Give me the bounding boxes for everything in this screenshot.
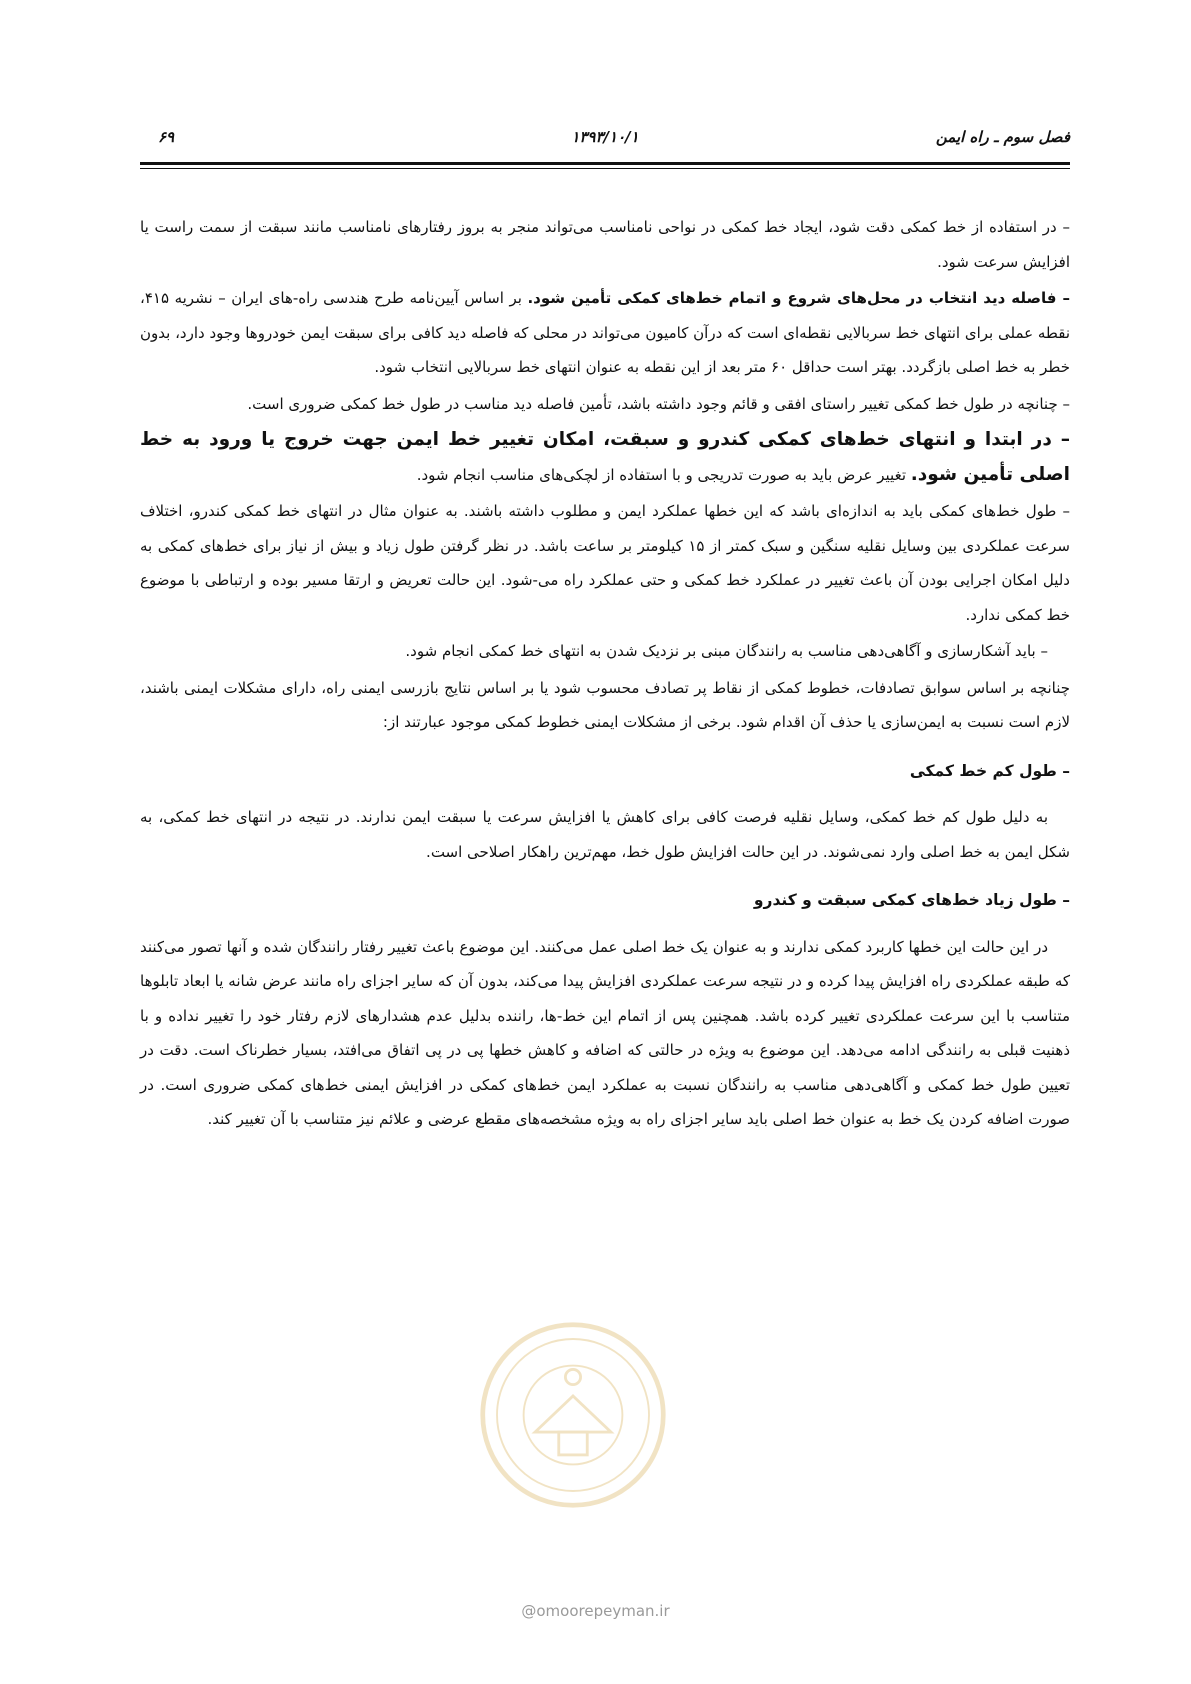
- page-number: ۶۹: [158, 128, 175, 146]
- page-header: [140, 128, 1070, 156]
- header-date: ۱۳۹۳/۱۰/۱: [571, 128, 639, 146]
- bold-lead: – فاصله دید انتخاب در محل‌های شروع و اتمام خط‌های کمکی تأمین شود.: [527, 289, 1070, 307]
- paragraph-text: تغییر عرض باید به صورت تدریجی و با استفاده از لچکی‌های مناسب انجام شود.: [416, 465, 911, 484]
- subheading: – طول زیاد خط‌های کمکی سبقت و کندرو: [753, 891, 1070, 909]
- paragraph: [140, 423, 1070, 492]
- watermark-url: @omoorepeyman.ir: [521, 1602, 670, 1620]
- paragraph: – طول خط‌های کمکی باید به اندازه‌ای باشد که این خطها عملکرد ایمن و مطلوب داشته باشند. به عنوان مثال در انتهای خط کمکی کندرو، اختلاف سرعت عملکردی بین وسایل نقلیه سنگین و سبک کمتر از ۱۵ کیلومتر بر ساعت باشد. در نظر گرفتن طول زیاد و بیش از نیاز برای خط‌های کمکی به دلیل امکان اجرایی بودن آن باعث تغییر در عملکرد خط کمکی و حتی عملکرد راه می-شود. این حالت تعریض و ارتقا مسیر بوده و ارتباطی با موضوع خط کمکی ندارد.: [140, 502, 1070, 624]
- body-text: [140, 210, 1070, 1139]
- paragraph: در این حالت این خطها کاربرد کمکی ندارند و به عنوان یک خط اصلی عمل می‌کنند. این موضوع باعث تغییر رفتار رانندگان شده و آنها تصور می‌کنند که طبقه عملکردی راه افزایش پیدا کرده و در نتیجه سرعت عملکردی افزایش پیدا می‌کند، بدون آن که سایر اجزای راه مانند عرض شانه یا ابعاد تابلوها متناسب با این سرعت عملکردی تغییر کرده باشد. همچنین پس از اتمام این خط-ها، راننده بدلیل عدم هشدارهای لازم رفتار خود را تغییر نداده و با ذهنیت قبلی به رانندگی ادامه می‌دهد. این موضوع به ویژه در حالتی که اضافه و کاهش خطها پی در پی اتفاق می‌افتد، بسیار خطرناک است. دقت در تعیین طول خط کمکی و آگاهی‌دهی مناسب به رانندگان نسبت به عملکرد ایمن خط‌های کمکی در افزایش ایمنی خط‌های کمکی ضروری است. در صورت اضافه کردن یک خط به عنوان خط اصلی باید سایر اجزای راه به ویژه مشخصه‌های مقطع عرضی و علائم نیز متناسب با آن تغییر کند.: [140, 937, 1070, 1128]
- seal-logo-icon: [478, 1320, 668, 1510]
- paragraph: چنانچه بر اساس سوابق تصادفات، خطوط کمکی از نقاط پر تصادف محسوب شود یا بر اساس نتایج بازرسی ایمنی راه، دارای مشکلات ایمنی باشند، لازم است نسبت به ایمن‌سازی یا حذف آن اقدام شود. برخی از مشکلات ایمنی خطوط کمکی موجود عبارتند از:: [140, 678, 1070, 731]
- header-rule-thick: [140, 162, 1070, 165]
- paragraph: – چنانچه در طول خط کمکی تغییر راستای افقی و قائم وجود داشته باشد، تأمین فاصله دید مناسب در طول خط کمکی ضروری است.: [247, 394, 1070, 413]
- subheading: – طول کم خط کمکی: [909, 761, 1070, 780]
- chapter-title: فصل سوم ـ راه ایمن: [935, 128, 1070, 146]
- header-rule-thin: [140, 168, 1070, 169]
- paragraph: به دلیل طول کم خط کمکی، وسایل نقلیه فرصت کافی برای کاهش یا افزایش سرعت یا سبقت ایمن ندارند. در نتیجه در انتهای خط کمکی، به شکل ایمن به خط اصلی وارد نمی‌شوند. در این حالت افزایش طول خط، مهم‌ترین راهکار اصلاحی است.: [140, 808, 1070, 861]
- bold-lead: – در ابتدا و انتهای خط‌های کمکی کندرو و سبقت، امکان تغییر خط ایمن جهت خروج یا ورود به خط اصلی تأمین شود.: [140, 429, 1070, 485]
- paragraph-text: بر اساس آیین‌نامه طرح هندسی راه-های ایران – نشریه ۴۱۵، نقطه عملی برای انتهای خط سربالایی نقطه‌ای است که درآن کامیون می‌تواند در محلی که فاصله دید کافی برای سبقت ایمن خودروها وجود دارد، بدون خطر به خط اصلی بازگردد. بهتر است حداقل ۶۰ متر بعد از این نقطه به عنوان انتهای خط سربالایی انتخاب شود.: [140, 289, 1070, 376]
- paragraph: [140, 281, 1070, 385]
- paragraph: – باید آشکارسازی و آگاهی‌دهی مناسب به رانندگان مبنی بر نزدیک شدن به انتهای خط کمکی انجام شود.: [405, 642, 1048, 660]
- paragraph: – در استفاده از خط کمکی دقت شود، ایجاد خط کمکی در نواحی نامناسب می‌تواند منجر به بروز رفتارهای نامناسب مانند سبقت از سمت راست یا افزایش سرعت شود.: [140, 218, 1070, 271]
